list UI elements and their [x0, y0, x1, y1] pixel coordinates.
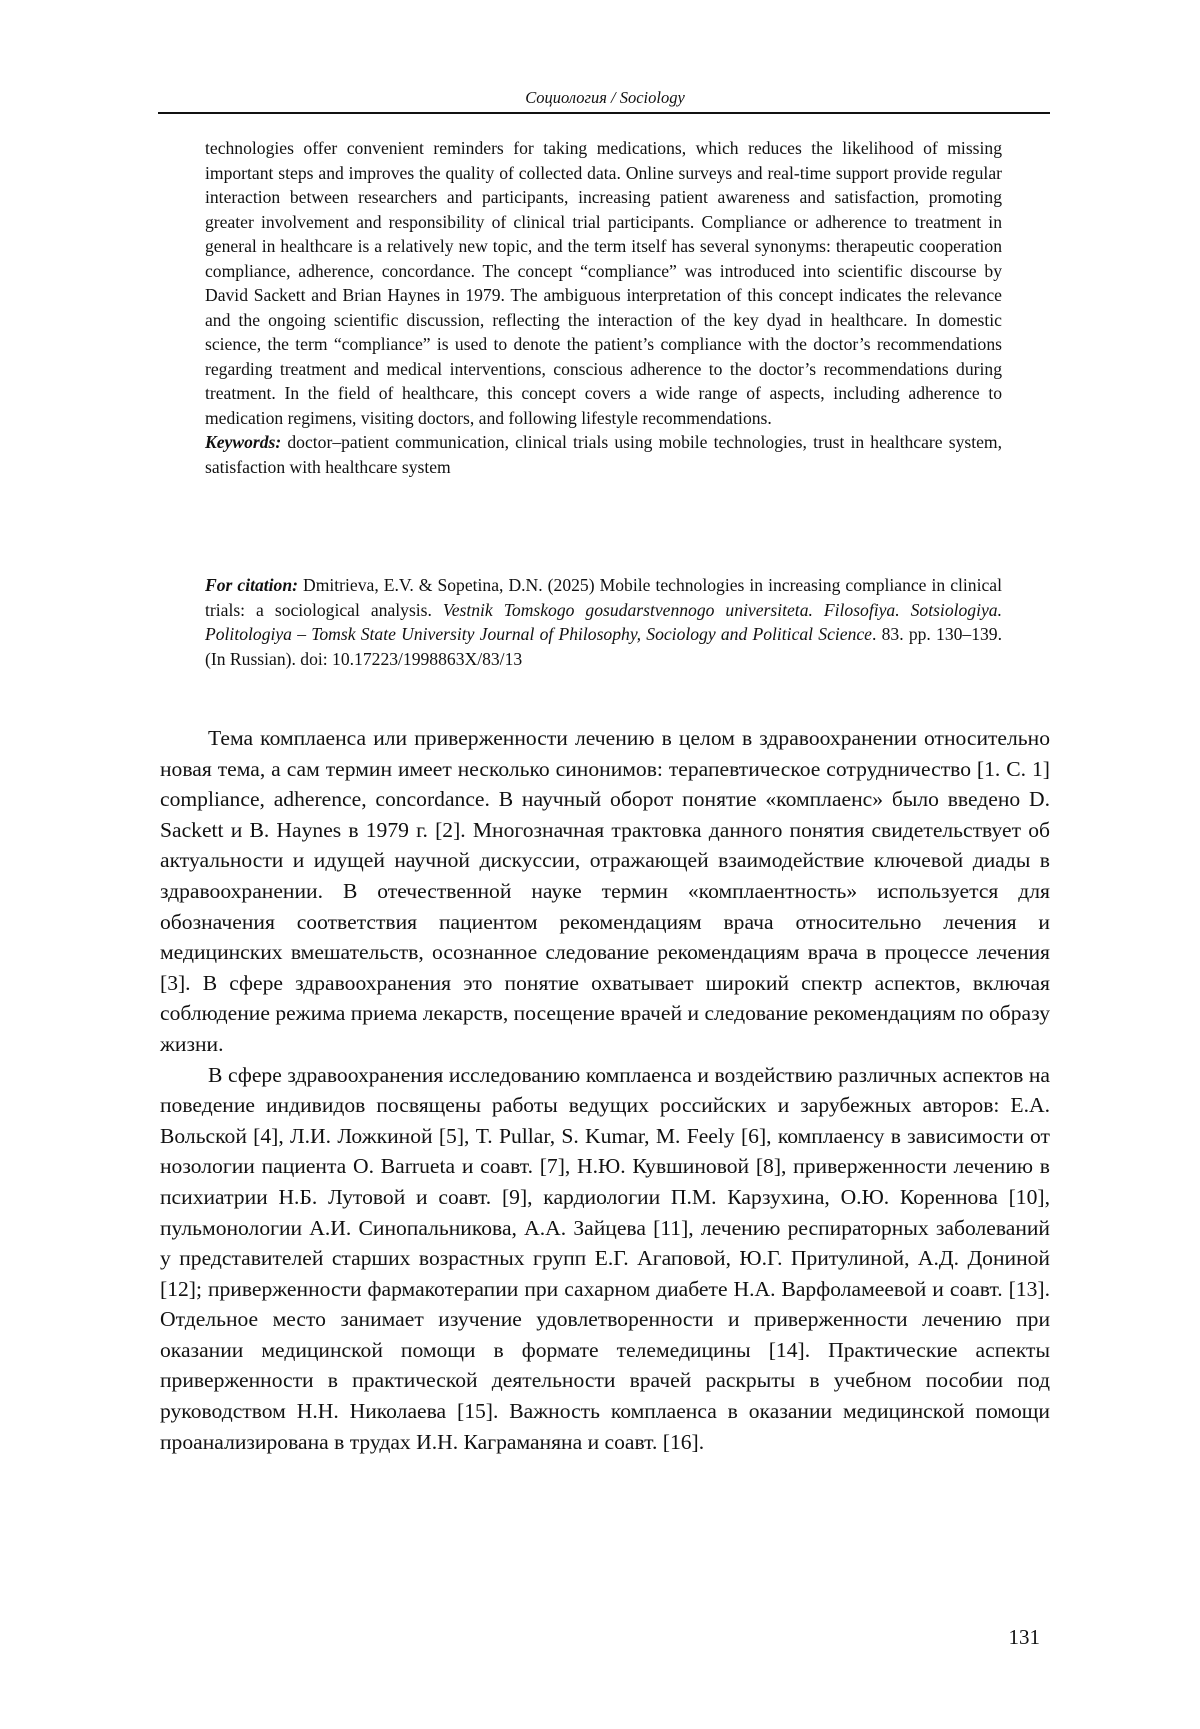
- page-number: 131: [1008, 1625, 1040, 1649]
- citation-block: [205, 573, 1002, 671]
- header-rule: [158, 112, 1050, 114]
- citation-authors-title: Dmitrieva, E.V. & Sopetina, D.N. (2025) Mobile technologies in increasing compliance in clinical trials: a sociological analysis.: [205, 575, 1002, 620]
- citation-journal: Vestnik Tomskogo gosudarstvennogo universiteta. Filosofiya. Sotsiologiya. Politologiya – Tomsk State University Journal of Philosophy, Sociology and Political Science: [205, 599, 1002, 644]
- keywords-text: doctor–patient communication, clinical trials using mobile technologies, trust in healthcare system, satisfaction with healthcare system: [205, 432, 1002, 477]
- main-body: [160, 723, 1050, 1457]
- abstract-text: technologies offer convenient reminders for taking medications, which reduces the likelihood of missing important steps and improves the quality of collected data. Online surveys and real-time support provide regular interaction between researchers and participants, increasing patient awareness and satisfaction, promoting greater involvement and responsibility of clinical trial participants. Compliance or adherence to treatment in general in healthcare is a relatively new topic, and the term itself has several synonyms: therapeutic cooperation compliance, adherence, concordance. The concept “compliance” was introduced into scientific discourse by David Sackett and Brian Haynes in 1979. The ambiguous interpretation of this concept indicates the relevance and the ongoing scientific discussion, reflecting the interaction of the key dyad in healthcare. In domestic science, the term “compliance” is used to denote the patient’s compliance with the doctor’s recommendations regarding treatment and medical interventions, conscious adherence to the doctor’s recommendations during treatment. In the field of healthcare, this concept covers a wide range of aspects, including adherence to medication regimens, visiting doctors, and following lifestyle recommendations.: [205, 138, 1002, 428]
- abstract-block: [205, 136, 1002, 479]
- citation-label: For citation:: [205, 575, 298, 595]
- keywords: [205, 430, 1002, 479]
- keywords-label: Keywords:: [205, 432, 282, 452]
- citation-details: . 83. pp. 130–139. (In Russian). doi: 10.17223/1998863X/83/13: [205, 624, 1002, 669]
- body-paragraph: В сфере здравоохранения исследованию комплаенса и воздействию различных аспектов на поведение индивидов посвящены работы ведущих российских и зарубежных авторов: Е.А. Вольской [4], Л.И. Ложкиной [5], T. Pullar, S. Kumar, M. Feely [6], комплаенсу в зависимости от нозологии пациента O. Barrueta и соавт. [7], Н.Ю. Кувшиновой [8], приверженности лечению в психиатрии Н.Б. Лутовой и соавт. [9], кардиологии П.М. Карзухина, О.Ю. Кореннова [10], пульмонологии А.И. Синопальникова, А.А. Зайцева [11], лечению респираторных заболеваний у представителей старших возрастных групп Е.Г. Агаповой, Ю.Г. Притулиной, А.Д. Дониной [12]; приверженности фармакотерапии при сахарном диабете Н.А. Варфоламеевой и соавт. [13]. Отдельное место занимает изучение удовлетворенности и приверженности лечению при оказании медицинской помощи в формате телемедицины [14]. Практические аспекты приверженности в практической деятельности врачей раскрыты в учебном пособии под руководством Н.Н. Николаева [15]. Важность комплаенса в оказании медицинской помощи проанализирована в трудах И.Н. Каграманяна и соавт. [16].: [160, 1062, 1050, 1454]
- body-paragraph: Тема комплаенса или приверженности лечению в целом в здравоохранении относительно новая тема, а сам термин имеет несколько синонимов: терапевтическое сотрудничество [1. С. 1] compliance, adherence, concordance. В научный оборот понятие «комплаенс» было введено D. Sackett и B. Haynes в 1979 г. [2]. Многозначная трактовка данного понятия свидетельствует об актуальности и идущей научной дискуссии, отражающей взаимодействие ключевой диады в здравоохранении. В отечественной науке термин «комплаентность» используется для обозначения соответствия пациентом рекомендациям врача относительно лечения и медицинских вмешательств, осознанное следование рекомендациям врача в процессе лечения [3]. В сфере здравоохранения это понятие охватывает широкий спектр аспектов, включая соблюдение режима приема лекарств, посещение врачей и следование рекомендациям по образу жизни.: [160, 726, 1050, 1056]
- running-title: Социология / Sociology: [525, 88, 685, 107]
